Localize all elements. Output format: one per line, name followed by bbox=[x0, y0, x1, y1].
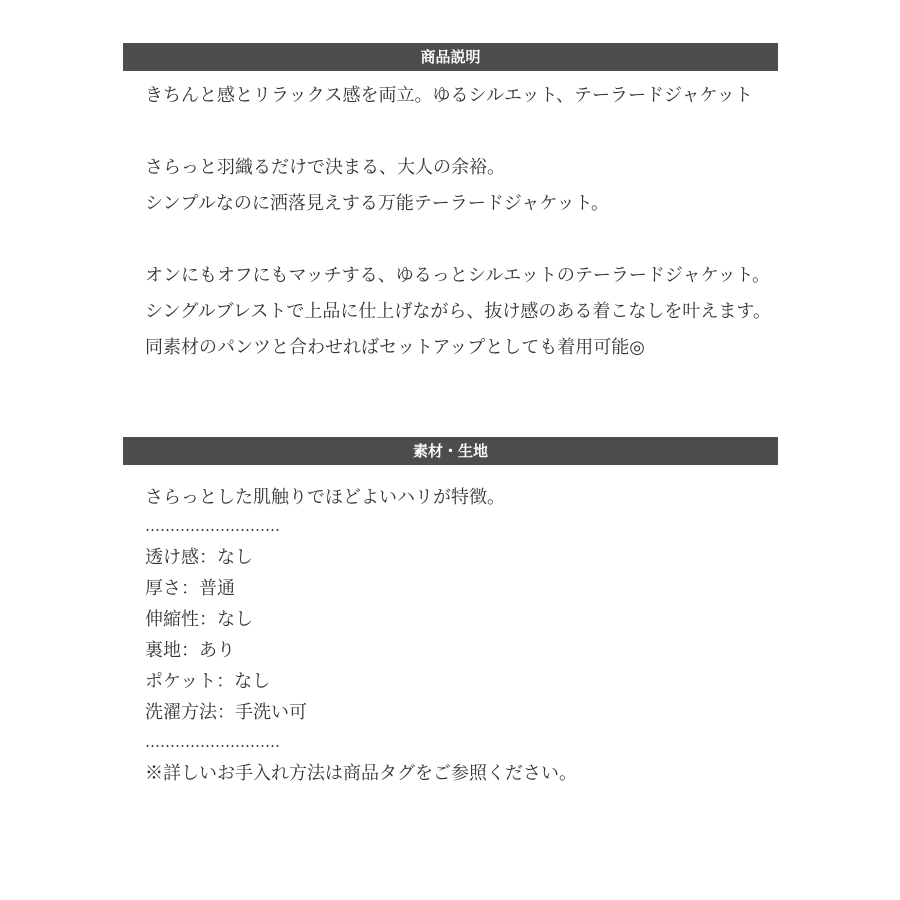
section-header-material: 素材・生地 bbox=[123, 437, 778, 465]
material-spec-washing: 洗濯方法：手洗い可 bbox=[145, 702, 307, 723]
description-lead: きちんと感とリラックス感を両立。ゆるシルエット、テーラードジャケット bbox=[145, 85, 753, 106]
material-intro: さらっとした肌触りでほどよいハリが特徴。 bbox=[145, 487, 505, 508]
section-header-description: 商品説明 bbox=[123, 43, 778, 71]
material-spec-pocket: ポケット：なし bbox=[145, 671, 271, 692]
material-spec-see-through: 透け感：なし bbox=[145, 547, 253, 568]
material-spec-lining: 裏地：あり bbox=[145, 640, 235, 661]
description-paragraph-line: シンプルなのに洒落見えする万能テーラードジャケット。 bbox=[145, 193, 609, 214]
description-paragraph-line: 同素材のパンツと合わせればセットアップとしても着用可能◎ bbox=[145, 337, 645, 358]
material-care-note: ※詳しいお手入れ方法は商品タグをご参照ください。 bbox=[145, 763, 577, 784]
description-paragraph-line: シングルブレストで上品に仕上げながら、抜け感のある着こなしを叶えます。 bbox=[145, 301, 771, 322]
material-spec-stretch: 伸縮性：なし bbox=[145, 609, 253, 630]
description-paragraph-line: さらっと羽織るだけで決まる、大人の余裕。 bbox=[145, 157, 505, 178]
material-divider-top: ……………………… bbox=[145, 517, 280, 535]
description-paragraph-line: オンにもオフにもマッチする、ゆるっとシルエットのテーラードジャケット。 bbox=[145, 265, 771, 286]
material-spec-thickness: 厚さ：普通 bbox=[145, 578, 235, 599]
material-divider-bottom: ……………………… bbox=[145, 733, 280, 751]
